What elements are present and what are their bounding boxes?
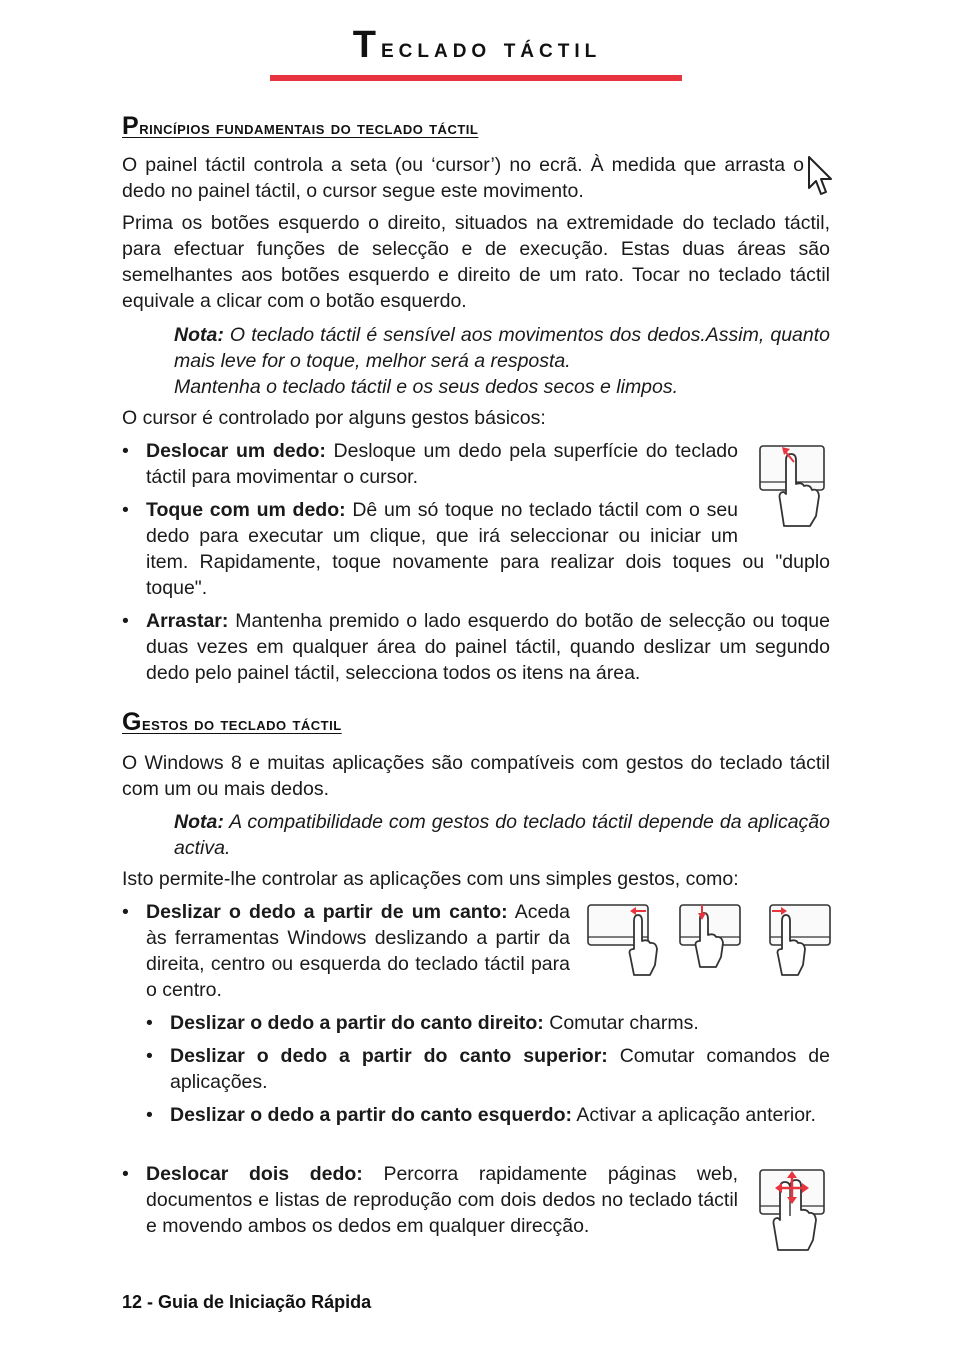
edge-swipe-top-icon [678, 903, 746, 979]
edge-swipe-right-icon [586, 903, 662, 979]
note-compatibility: Nota: A compatibilidade com gestos do teclado táctil depende da aplicação activa. [174, 811, 830, 859]
note-keep-clean: Mantenha o teclado táctil e os seus dedos secos e limpos. [174, 376, 679, 398]
bullet-marker: • [122, 440, 129, 462]
paragraph-simple-gestures: Isto permite-lhe controlar as aplicações com uns simples gestos, como: [122, 868, 739, 890]
section-heading-principios: Princípios fundamentais do teclado táctil [122, 112, 479, 140]
page-title: Teclado táctil [352, 24, 602, 66]
sub-bullet-marker: • [146, 1104, 153, 1126]
sub-bullet-marker: • [146, 1012, 153, 1034]
paragraph-windows8: O Windows 8 e muitas aplicações são compatíveis com gestos do teclado táctil com um ou mais dedos. [122, 752, 830, 800]
edge-swipe-left-icon [768, 903, 834, 979]
title-underline [270, 75, 682, 81]
sub-bullet-canto-direito: Deslizar o dedo a partir do canto direito: Comutar charms. [170, 1012, 699, 1034]
bullet-marker: • [122, 901, 129, 923]
note-sensitivity: Nota: O teclado táctil é sensível aos movimentos dos dedos.Assim, quanto mais leve for o toque, melhor será a resposta. [174, 324, 830, 372]
bullet-marker: • [122, 499, 129, 521]
section-heading-gestos: Gestos do teclado táctil [122, 708, 342, 736]
sub-bullet-canto-superior: Deslizar o dedo a partir do canto superior: Comutar comandos de aplicações. [170, 1045, 830, 1093]
bullet-deslocar-dois-dedo: Deslocar dois dedo: Percorra rapidamente páginas web, documentos e listas de reprodução com dois dedos no teclado táctil e movendo ambos os dedos em qualquer direcção. [146, 1163, 739, 1237]
paragraph-buttons: Prima os botões esquerdo o direito, situados na extremidade do teclado táctil, para efectuar funções de selecção e de execução. Estas duas áreas são semelhantes aos botões esquerdo e direito de um rato. Tocar no teclado táctil equivale a clicar com o botão esquerdo. [122, 212, 830, 312]
paragraph-gestures-intro: O cursor é controlado por alguns gestos básicos: [122, 407, 546, 429]
page-footer: 12 - Guia de Iniciação Rápida [122, 1292, 372, 1312]
bullet-toque-um-dedo-text: Toque com um dedo: Dê um só toque no teclado táctil com o seu dedo para executar um clique, que irá seleccionar ou iniciar um item. Rapidamente, toque novamente para realizar dois toques ou "duplo toque". [146, 499, 830, 599]
bullet-deslizar-canto: Deslizar o dedo a partir de um canto: Aceda às ferramentas Windows deslizando a partir da direita, centro ou esquerda do teclado táctil para o centro. [146, 901, 571, 1001]
sub-bullet-marker: • [146, 1045, 153, 1067]
sub-bullet-canto-esquerdo: Deslizar o dedo a partir do canto esquerdo: Activar a aplicação anterior. [170, 1104, 816, 1126]
two-finger-scroll-icon [758, 1166, 828, 1254]
bullet-marker: • [122, 1163, 129, 1185]
cursor-arrow-icon [806, 154, 834, 198]
paragraph-cursor-intro: O painel táctil controla a seta (ou ‘cursor’) no ecrã. À medida que arrasta o dedo no painel táctil, o cursor segue este movimento. [122, 154, 804, 202]
bullet-arrastar: Arrastar: Mantenha premido o lado esquerdo do botão de selecção ou toque duas vezes em qualquer área do painel táctil, quando deslizar um segundo dedo pelo painel táctil, selecciona todos os itens na área. [146, 610, 830, 684]
bullet-marker: • [122, 610, 129, 632]
bullet-deslocar-um-dedo: Deslocar um dedo: Desloque um dedo pela superfície do teclado táctil para movimentar o cursor. [146, 440, 738, 488]
